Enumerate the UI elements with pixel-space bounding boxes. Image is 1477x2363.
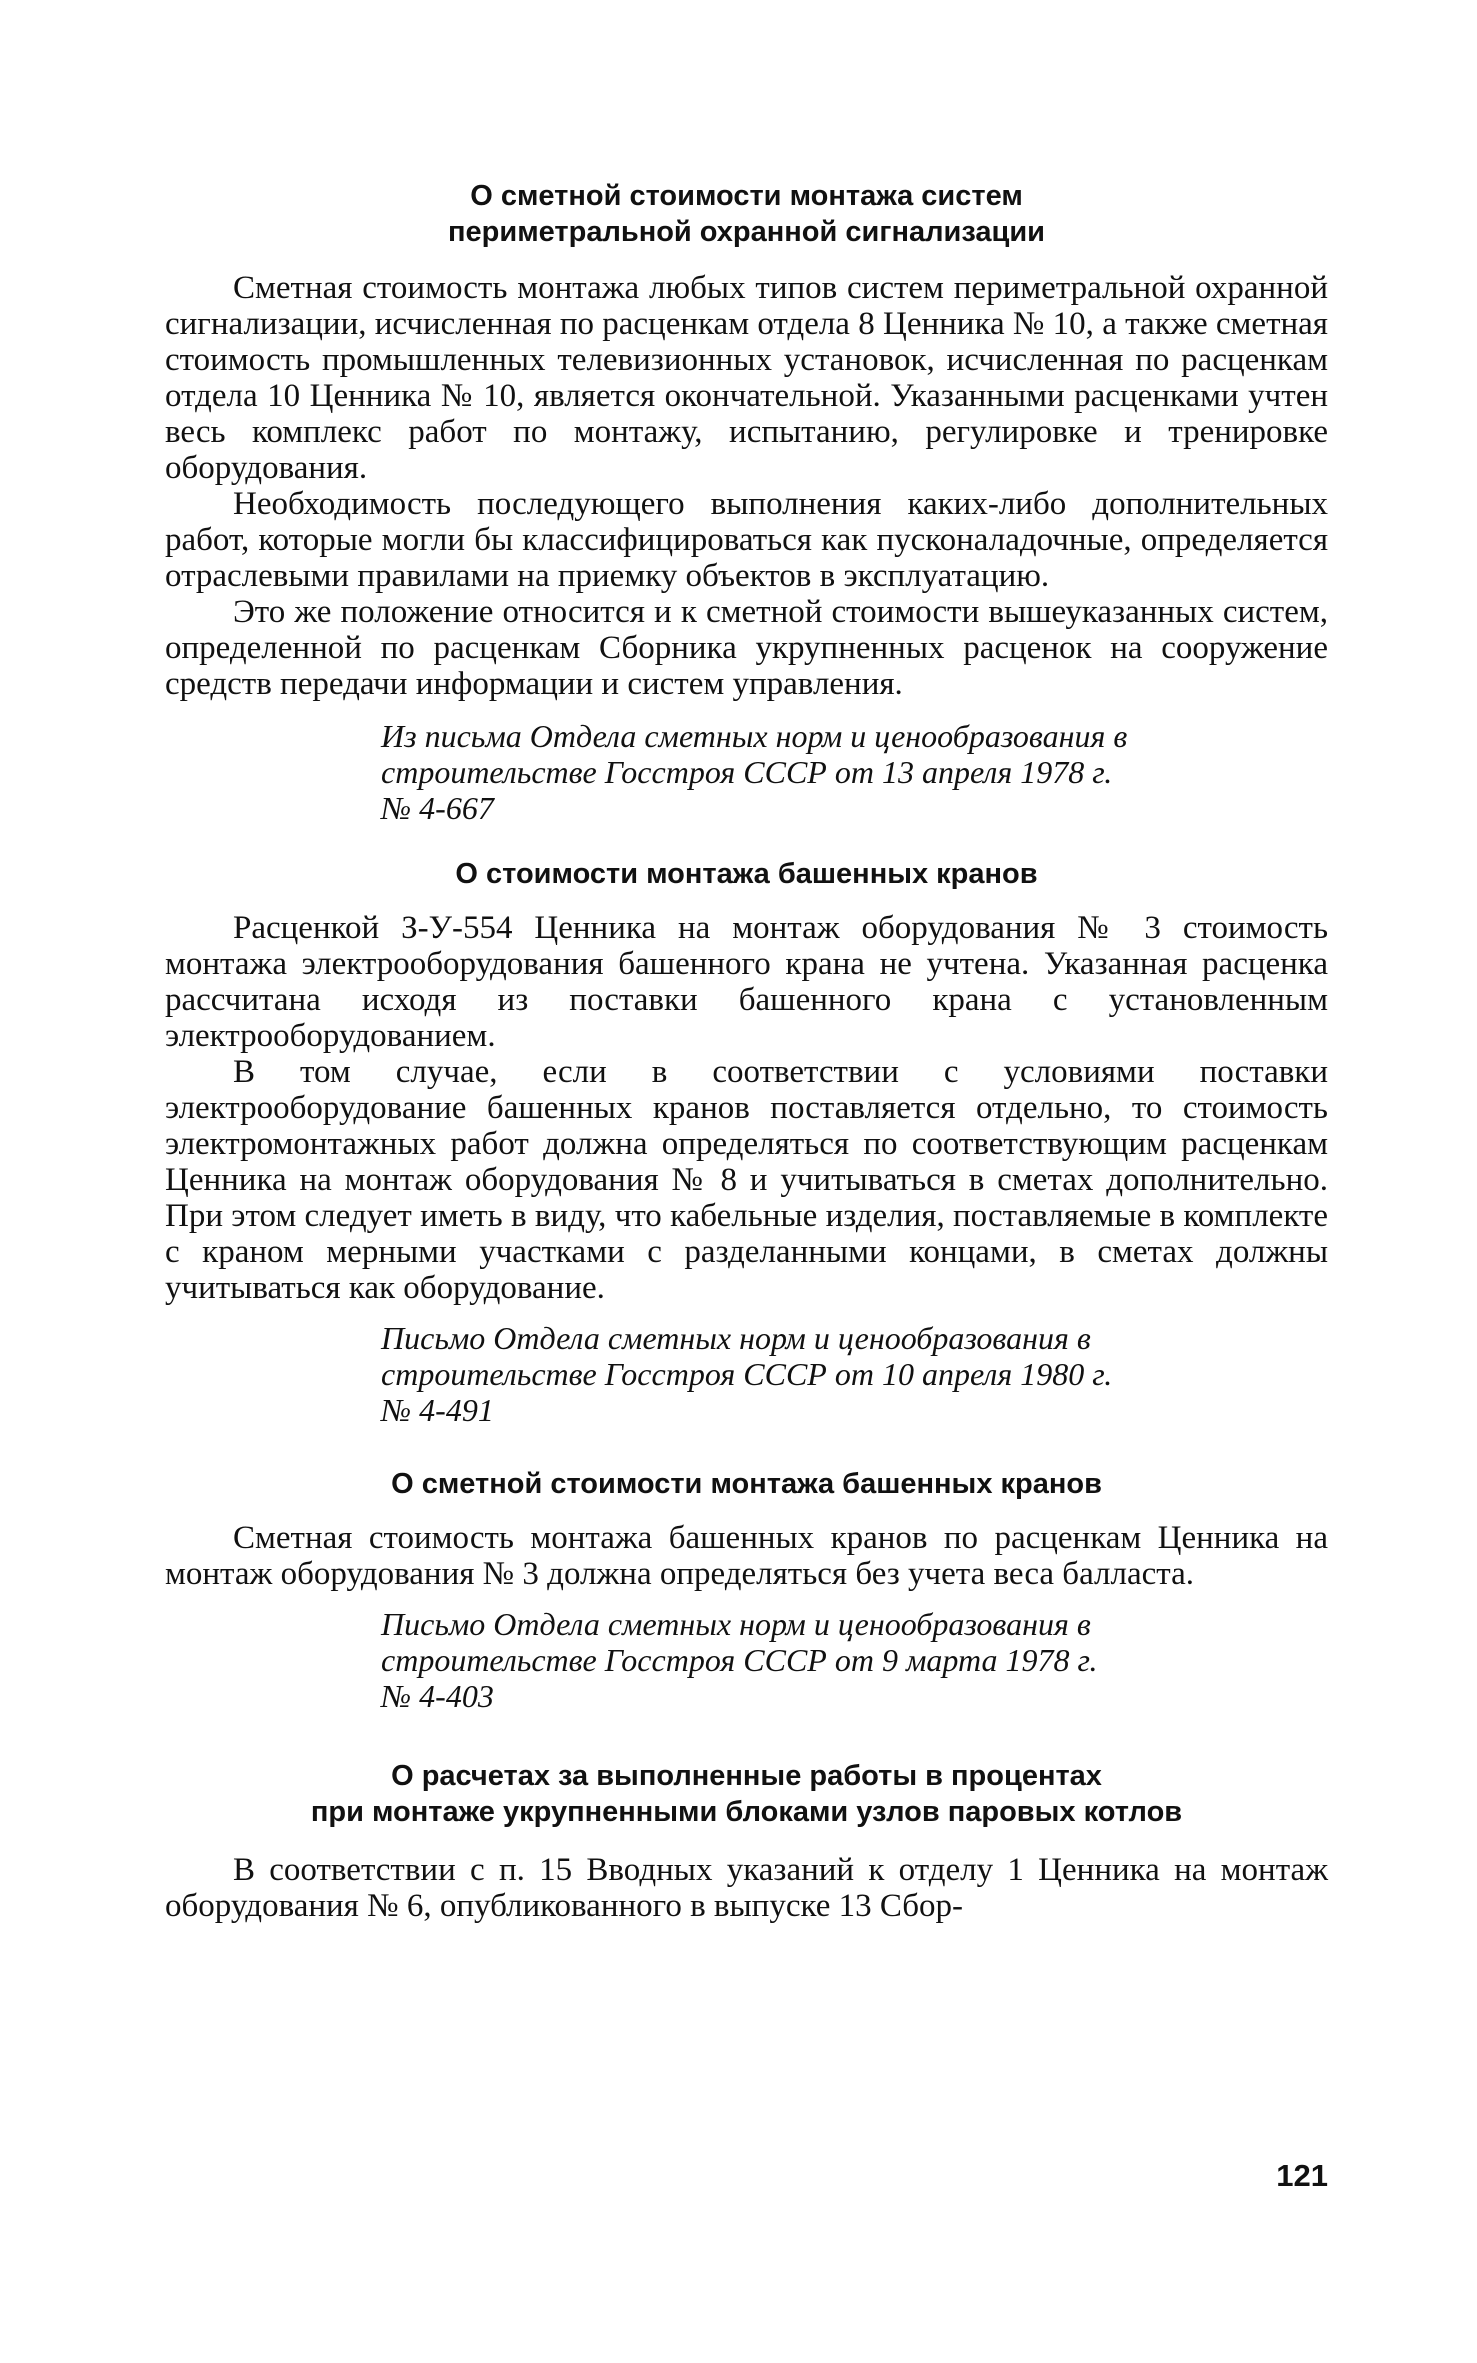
- page-number: 121: [1276, 2158, 1328, 2193]
- paragraph: Это же положение относится и к сметной стоимости вышеуказанных систем, определенной по расценкам Сборника укрупненных расценок на сооружение средств передачи информации и систем управления.: [165, 594, 1328, 702]
- source-line: Письмо Отдела сметных норм и ценообразования в: [381, 1320, 1091, 1356]
- source-line: строительстве Госстроя СССР от 10 апреля 1980 г.: [381, 1356, 1113, 1392]
- source-citation: [381, 718, 1328, 826]
- source-line: строительстве Госстроя СССР от 9 марта 1978 г.: [381, 1642, 1098, 1678]
- paragraph: Сметная стоимость монтажа башенных кранов по расценкам Ценника на монтаж оборудования № 3 должна определяться без учета веса балласта.: [165, 1520, 1328, 1592]
- section-heading: [165, 1758, 1328, 1830]
- source-line: Письмо Отдела сметных норм и ценообразования в: [381, 1606, 1091, 1642]
- section-heading: [165, 178, 1328, 250]
- paragraph: Сметная стоимость монтажа любых типов систем периметральной охранной сигнализации, исчисленная по расценкам отдела 8 Ценника № 10, а также сметная стоимость промышленных телевизионных установок, исчисленная по расценкам отдела 10 Ценника № 10, является окончательной. Указанными расценками учтен весь комплекс работ по монтажу, испытанию, регулировке и тренировке оборудования.: [165, 270, 1328, 486]
- heading-line: О стоимости монтажа башенных кранов: [455, 858, 1038, 890]
- heading-line: О расчетах за выполненные работы в процентах: [391, 1760, 1102, 1792]
- heading-line: при монтаже укрупненными блоками узлов паровых котлов: [310, 1796, 1183, 1828]
- document-page: [165, 178, 1328, 1924]
- source-line: строительстве Госстроя СССР от 13 апреля 1978 г.: [381, 754, 1113, 790]
- paragraph: Необходимость последующего выполнения каких-либо дополнительных работ, которые могли бы классифицироваться как пусконаладочные, определяется отраслевыми правилами на приемку объектов в эксплуатацию.: [165, 486, 1328, 594]
- section-heading: [165, 856, 1328, 892]
- section-heading: [165, 1466, 1328, 1502]
- source-citation: [381, 1606, 1328, 1714]
- section-perimeter-alarm: [165, 178, 1328, 826]
- paragraph: В том случае, если в соответствии с условиями поставки электрооборудование башенных кранов поставляется отдельно, то стоимость электромонтажных работ должна определяться по соответствующим расценкам Ценника на монтаж оборудования № 8 и учитываться в сметах дополнительно. При этом следует иметь в виду, что кабельные изделия, поставляемые в комплекте с краном мерными участками с разделанными концами, в сметах должны учитываться как оборудование.: [165, 1054, 1328, 1306]
- source-line: Из письма Отдела сметных норм и ценообразования в: [381, 718, 1128, 754]
- source-line: № 4-667: [381, 790, 494, 826]
- section-tower-cranes-estimate: [165, 1466, 1328, 1714]
- source-line: № 4-403: [381, 1678, 494, 1714]
- paragraph: Расценкой З-У-554 Ценника на монтаж оборудования № 3 стоимость монтажа электрооборудования башенного крана не учтена. Указанная расценка рассчитана исходя из поставки башенного крана с установленным электрооборудованием.: [165, 910, 1328, 1054]
- section-boiler-block-payments: [165, 1758, 1328, 1924]
- source-line: № 4-491: [381, 1392, 494, 1428]
- heading-line: периметральной охранной сигнализации: [448, 216, 1045, 248]
- section-tower-cranes-cost: [165, 856, 1328, 1428]
- source-citation: [381, 1320, 1328, 1428]
- paragraph: В соответствии с п. 15 Вводных указаний к отделу 1 Ценника на монтаж оборудования № 6, опубликованного в выпуске 13 Сбор-: [165, 1852, 1328, 1924]
- heading-line: О сметной стоимости монтажа систем: [470, 180, 1023, 212]
- heading-line: О сметной стоимости монтажа башенных кранов: [391, 1468, 1102, 1500]
